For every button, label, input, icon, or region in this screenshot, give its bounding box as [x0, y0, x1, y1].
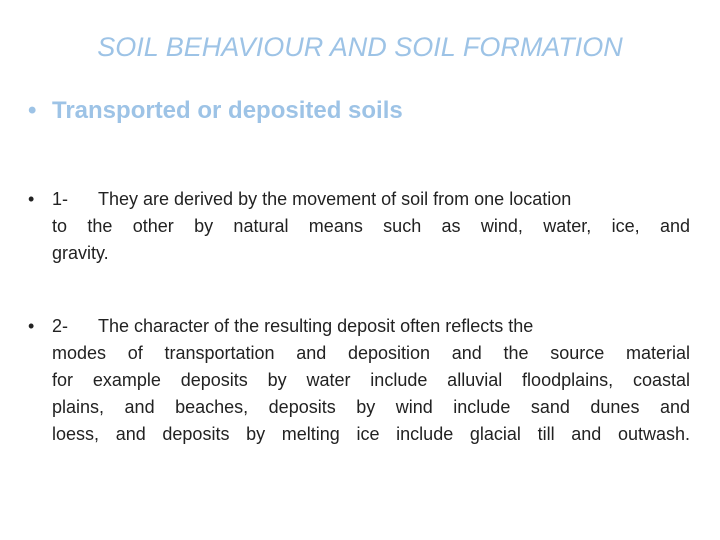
bullet-icon: • [28, 316, 35, 336]
point-1 [28, 186, 690, 267]
slide-title: SOIL BEHAVIOUR AND SOIL FORMATION [97, 32, 623, 62]
point-2-line-2: modes of transportation and deposition and the source material [52, 343, 690, 363]
point-1-line-1-text: They are derived by the movement of soil from one location [98, 189, 572, 209]
section-heading-text: Transported or deposited soils [52, 97, 403, 124]
point-1-line-1 [28, 186, 690, 213]
bullet-icon: • [28, 189, 35, 209]
point-2 [28, 313, 690, 448]
point-1-line-3: gravity. [52, 243, 109, 263]
point-2-line-5: loess, and deposits by melting ice include glacial till and outwash. [52, 424, 690, 444]
point-2-line-1 [28, 313, 690, 340]
point-1-number: 1- [52, 189, 69, 209]
bullet-icon: • [28, 97, 37, 124]
point-1-line-2: to the other by natural means such as wind, water, ice, and [52, 216, 690, 236]
point-2-line-3: for example deposits by water include alluvial floodplains, coastal [52, 370, 690, 390]
point-2-number: 2- [52, 316, 69, 336]
point-2-line-1-text: The character of the resulting deposit often reflects the [98, 316, 534, 336]
point-2-line-4: plains, and beaches, deposits by wind include sand dunes and [52, 397, 690, 417]
section-heading [28, 97, 403, 125]
